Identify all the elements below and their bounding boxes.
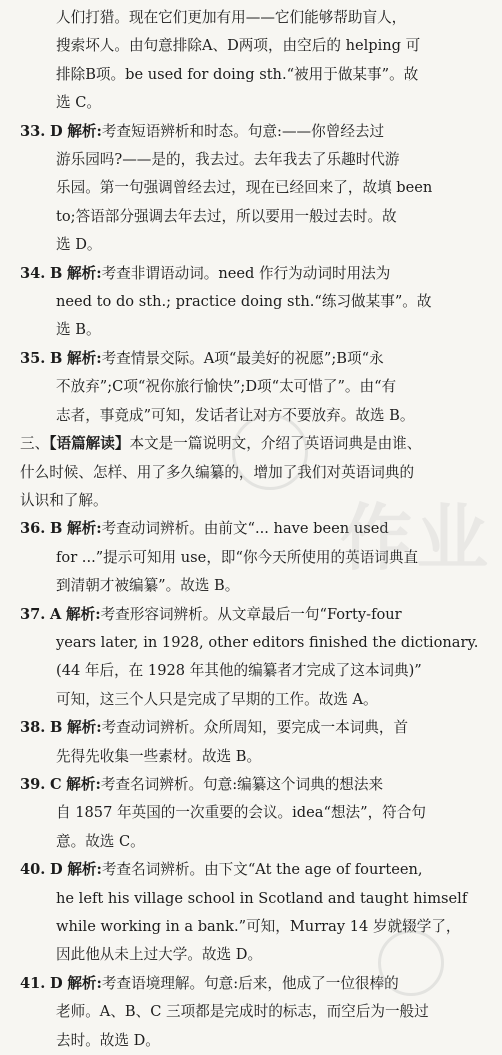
text-line: 游乐园吗?——是的，我去过。去年我去了乐趣时代游 <box>56 151 400 169</box>
analysis-text: 考查非谓语动词。need 作行为动词时用法为 <box>101 264 391 282</box>
watermark-logo: 作业 <box>340 496 493 580</box>
text-line: 选 D。 <box>56 236 102 254</box>
item-number: 40. <box>20 861 46 879</box>
section-prefix: 三、 <box>20 435 50 453</box>
text-line: he left his village school in Scotland and taught himself <box>56 889 468 907</box>
text-line: 老师。A、B、C 三项都是完成时的标志，而空后为一般过 <box>56 1003 429 1021</box>
item-answer: D <box>50 122 63 140</box>
section-reading <box>20 430 490 458</box>
text-line: 到清朝才被编纂”。故选 B。 <box>56 577 240 595</box>
text-line: 乐园。第一句强调曾经去过，现在已经回来了，故填 been <box>56 179 433 197</box>
section-text: 本文是一篇说明文，介绍了英语词典是由谁、 <box>129 435 422 453</box>
answer-item-33 <box>20 118 490 146</box>
analysis-label: 解析: <box>67 974 102 992</box>
text-line: 自 1857 年英国的一次重要的会议。idea“想法”，符合句 <box>56 804 426 822</box>
analysis-text: 考查情景交际。A项“最美好的祝愿”;B项“永 <box>101 349 384 367</box>
text-line: for ...”提示可知用 use，即“你今天所使用的英语词典直 <box>56 548 419 566</box>
item-number: 39. <box>20 775 46 793</box>
text-line: 认识和了解。 <box>20 491 108 509</box>
analysis-text: 考查短语辨析和时态。句意:——你曾经去过 <box>101 122 385 140</box>
analysis-label: 解析: <box>66 605 101 623</box>
text-line: 不放弃”;C项“祝你旅行愉快”;D项“太可惜了”。由“有 <box>56 378 397 396</box>
text-line: 先得先收集一些素材。故选 B。 <box>56 747 262 765</box>
text-line: while working in a bank.”可知，Murray 14 岁就辍学了， <box>56 918 461 935</box>
item-answer: C <box>50 775 62 793</box>
text-line: 人们打猎。现在它们更加有用——它们能够帮助盲人， <box>56 9 407 26</box>
text-line: 选 B。 <box>56 321 101 339</box>
answer-item-36 <box>20 515 490 543</box>
item-answer: D <box>50 974 63 992</box>
section-header: 【语篇解读】 <box>49 435 130 453</box>
text-line: 什么时候、怎样、用了多久编纂的，增加了我们对英语词典的 <box>20 463 415 481</box>
analysis-text: 考查名词辨析。由下文“At the age of fourteen, <box>101 861 423 879</box>
item-number: 35. <box>20 349 46 367</box>
item-number: 36. <box>20 520 46 538</box>
item-number: 34. <box>20 264 46 282</box>
item-answer: B <box>50 520 63 538</box>
item-answer: B <box>50 349 63 367</box>
analysis-label: 解析: <box>67 264 102 282</box>
answer-item-38 <box>20 714 490 742</box>
text-line: 因此他从未上过大学。故选 D。 <box>56 946 263 964</box>
text-line: 可知，这三个人只是完成了早期的工作。故选 A。 <box>56 690 378 708</box>
text-line: 志者，事竟成”可知，发话者让对方不要放弃。故选 B。 <box>56 406 415 424</box>
analysis-label: 解析: <box>67 861 102 879</box>
text-line: 去时。故选 D。 <box>56 1031 160 1049</box>
text-line: to;答语部分强调去年去过，所以要用一般过去时。故 <box>56 207 397 225</box>
answer-item-35 <box>20 345 490 373</box>
analysis-label: 解析: <box>67 719 102 737</box>
item-number: 37. <box>20 605 46 623</box>
answer-item-37 <box>20 601 490 629</box>
item-answer: B <box>50 264 63 282</box>
analysis-text: 考查形容词辨析。从文章最后一句“Forty-four <box>100 605 402 623</box>
item-answer: D <box>50 861 63 879</box>
analysis-text: 考查名词辨析。句意:编纂这个词典的想法来 <box>100 775 384 793</box>
item-number: 38. <box>20 719 46 737</box>
text-line: 排除B项。be used for doing sth.“被用于做某事”。故 <box>56 65 419 83</box>
text-line: need to do sth.; practice doing sth.“练习做某事”。故 <box>56 293 432 311</box>
item-number: 33. <box>20 122 46 140</box>
answer-item-41 <box>20 970 490 998</box>
item-answer: B <box>50 719 63 737</box>
analysis-label: 解析: <box>67 520 102 538</box>
text-line: 选 C。 <box>56 94 101 112</box>
answer-item-40 <box>20 856 490 884</box>
analysis-text: 考查动词辨析。众所周知，要完成一本词典，首 <box>101 719 409 737</box>
text-line: (44 年后，在 1928 年其他的编纂者才完成了这本词典)” <box>56 662 422 680</box>
answer-item-39 <box>20 771 490 799</box>
analysis-label: 解析: <box>67 122 102 140</box>
answer-item-34 <box>20 260 490 288</box>
analysis-label: 解析: <box>67 349 102 367</box>
analysis-text: 考查语境理解。句意:后来，他成了一位很棒的 <box>101 974 399 992</box>
item-answer: A <box>50 605 62 623</box>
item-number: 41. <box>20 974 46 992</box>
text-line: 意。故选 C。 <box>56 832 145 850</box>
analysis-text: 考查动词辨析。由前文“... have been used <box>101 520 389 538</box>
text-line: 搜索坏人。由句意排除A、D两项，由空后的 helping 可 <box>56 37 421 55</box>
text-line: years later, in 1928, other editors finished the dictionary. <box>56 633 479 651</box>
analysis-label: 解析: <box>66 775 101 793</box>
